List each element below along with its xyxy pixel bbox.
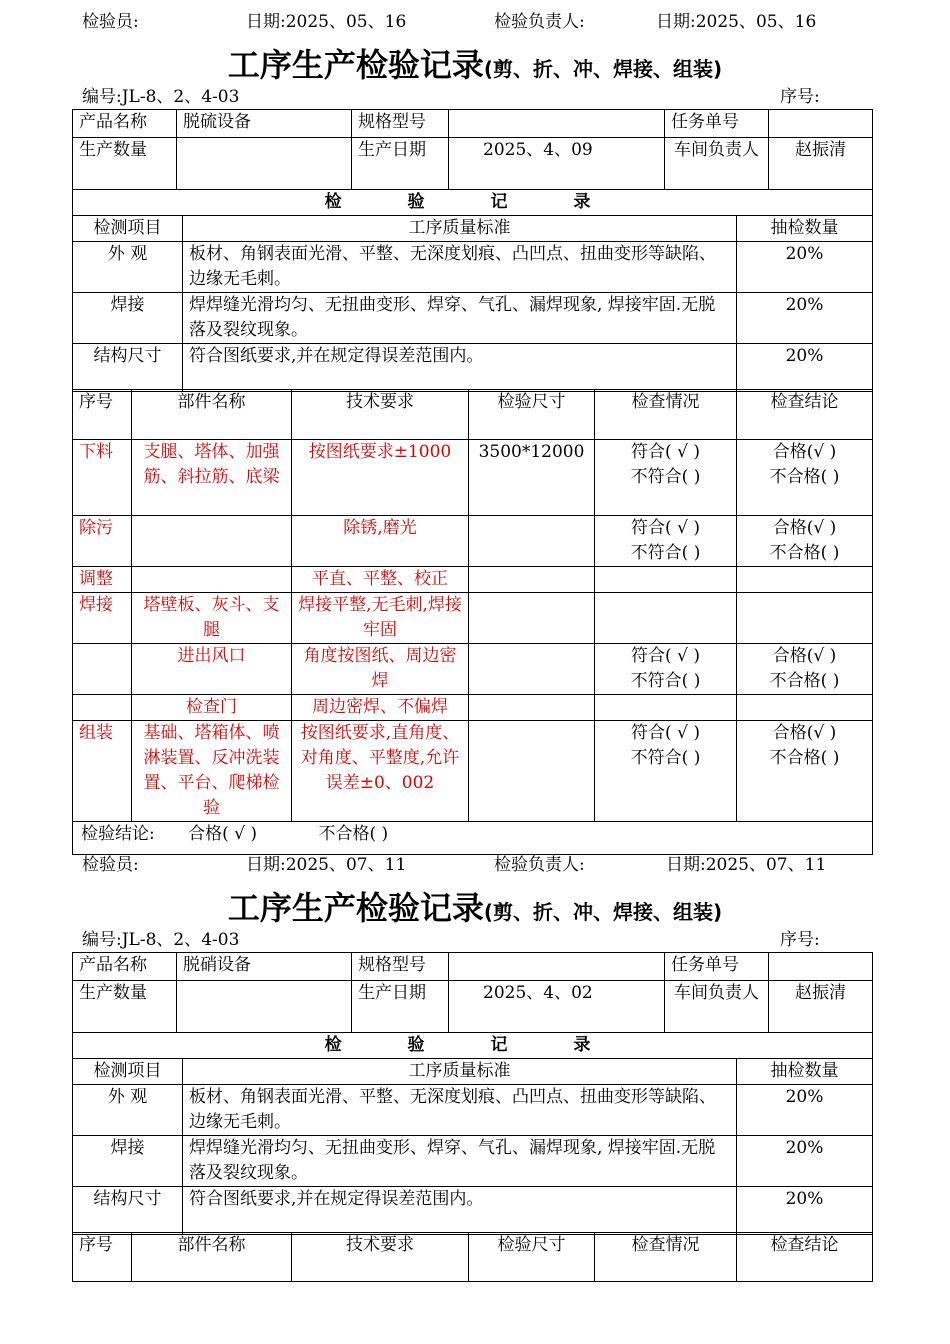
- check-fail: 不符合( ): [630, 748, 701, 768]
- sheet-2-title: [0, 883, 950, 929]
- detail-header-conclusion: 检查结论: [737, 1233, 873, 1282]
- row-seq: 焊接: [73, 593, 132, 644]
- supervisor-label: 检验负责人:: [494, 12, 585, 32]
- conclusion-fail: 不合格( ): [769, 671, 840, 691]
- row-check: [595, 695, 737, 721]
- std-header-item: 检测项目: [73, 1059, 183, 1085]
- row-req: 除锈,磨光: [292, 516, 469, 567]
- conclusion-pass: 合格(√ ): [772, 442, 837, 462]
- task-label: 任务单号: [665, 110, 769, 138]
- detail-header-part: 部件名称: [132, 1233, 292, 1282]
- std-item: 结构尺寸: [73, 1187, 183, 1235]
- row-check: [595, 644, 737, 695]
- row-part: [132, 567, 292, 593]
- std-standard: 板材、角钢表面光滑、平整、无深度划痕、凸凹点、扭曲变形等缺陷、边缘无毛刺。: [183, 1085, 737, 1136]
- row-part: 检查门: [132, 695, 292, 721]
- table-row: [73, 721, 873, 822]
- std-qty: 20%: [737, 1136, 873, 1187]
- std-item: 外 观: [73, 242, 183, 293]
- row-conclusion: [737, 440, 873, 516]
- qty-value: [177, 981, 352, 1033]
- inspection-date: 日期:2025、07、11: [246, 855, 407, 875]
- prod-date-label: 生产日期: [352, 981, 449, 1033]
- row-part: 基础、塔箱体、喷淋装置、反冲洗装置、平台、爬梯检验: [132, 721, 292, 822]
- row-req: 焊接平整,无毛刺,焊接牢固: [292, 593, 469, 644]
- workshop-head: 赵振清: [769, 138, 873, 190]
- row-size: [469, 593, 595, 644]
- inspector-label: 检验员:: [82, 12, 139, 32]
- spec-label: 规格型号: [352, 953, 449, 981]
- record-heading: 检 验 记 录: [73, 190, 873, 216]
- row-conclusion: [737, 593, 873, 644]
- prod-date: 2025、4、09: [449, 138, 665, 190]
- doc-code: 编号:JL-8、2、4-03: [82, 87, 240, 107]
- row-conclusion: [737, 721, 873, 822]
- check-pass: 符合( √ ): [631, 723, 700, 743]
- detail-header-req: 技术要求: [292, 390, 469, 440]
- detail-table: [72, 389, 873, 855]
- workshop-head: 赵振清: [769, 981, 873, 1033]
- table-row: [73, 440, 873, 516]
- std-standard: 符合图纸要求,并在规定得误差范围内。: [183, 1187, 737, 1235]
- qty-label: 生产数量: [73, 138, 177, 190]
- workshop-label: 车间负责人: [665, 981, 769, 1033]
- detail-header-seq: 序号: [73, 390, 132, 440]
- row-check: [595, 440, 737, 516]
- table-row: [73, 593, 873, 644]
- detail-header-req: 技术要求: [292, 1233, 469, 1282]
- task-value: [769, 953, 873, 981]
- detail-header-check: 检查情况: [595, 1233, 737, 1282]
- std-header-item: 检测项目: [73, 216, 183, 242]
- row-req: 角度按图纸、周边密焊: [292, 644, 469, 695]
- row-size: [469, 516, 595, 567]
- detail-table: [72, 1232, 873, 1282]
- row-seq: [73, 644, 132, 695]
- inspector-label: 检验员:: [82, 855, 139, 875]
- check-pass: 符合( √ ): [631, 442, 700, 462]
- conclusion-fail: 不合格( ): [769, 748, 840, 768]
- detail-header-size: 检验尺寸: [469, 1233, 595, 1282]
- detail-header-conclusion: 检查结论: [737, 390, 873, 440]
- row-size: [469, 695, 595, 721]
- row-size: [469, 721, 595, 822]
- supervisor-label: 检验负责人:: [494, 855, 585, 875]
- spec-value: [449, 110, 665, 138]
- std-qty: 20%: [737, 1085, 873, 1136]
- title-sub: (剪、折、冲、焊接、组装): [483, 900, 723, 924]
- std-header-qty: 抽检数量: [737, 216, 873, 242]
- std-standard: 板材、角钢表面光滑、平整、无深度划痕、凸凹点、扭曲变形等缺陷、边缘无毛刺。: [183, 242, 737, 293]
- check-fail: 不符合( ): [630, 671, 701, 691]
- check-pass: 符合( √ ): [631, 518, 700, 538]
- row-req: 平直、平整、校正: [292, 567, 469, 593]
- row-seq: 调整: [73, 567, 132, 593]
- std-item: 结构尺寸: [73, 344, 183, 392]
- doc-code: 编号:JL-8、2、4-03: [82, 930, 240, 950]
- qty-label: 生产数量: [73, 981, 177, 1033]
- row-part: 进出风口: [132, 644, 292, 695]
- conclusion-pass: 合格(√ ): [772, 723, 837, 743]
- row-conclusion: [737, 567, 873, 593]
- row-conclusion: [737, 516, 873, 567]
- conclusion-fail: 不合格( ): [318, 824, 389, 844]
- supervisor-date: 日期:2025、05、16: [656, 12, 817, 32]
- prod-date-label: 生产日期: [352, 138, 449, 190]
- workshop-label: 车间负责人: [665, 138, 769, 190]
- title-sub: (剪、折、冲、焊接、组装): [483, 57, 723, 81]
- check-fail: 不符合( ): [630, 467, 701, 487]
- sheet-1-title: [0, 40, 950, 86]
- title-main: 工序生产检验记录: [227, 889, 484, 927]
- std-standard: 焊焊缝光滑均匀、无扭曲变形、焊穿、气孔、漏焊现象, 焊接牢固.无脱落及裂纹现象。: [183, 1136, 737, 1187]
- inspection-date: 日期:2025、05、16: [246, 12, 407, 32]
- std-item: 外 观: [73, 1085, 183, 1136]
- std-header-standard: 工序质量标准: [183, 216, 737, 242]
- prod-date: 2025、4、02: [449, 981, 665, 1033]
- row-seq: [73, 695, 132, 721]
- info-table: [72, 952, 873, 1033]
- detail-header-size: 检验尺寸: [469, 390, 595, 440]
- std-item: 焊接: [73, 293, 183, 344]
- product-name: 脱硫设备: [177, 110, 352, 138]
- spec-label: 规格型号: [352, 110, 449, 138]
- row-conclusion: [737, 695, 873, 721]
- std-header-qty: 抽检数量: [737, 1059, 873, 1085]
- table-row: [73, 644, 873, 695]
- row-check: [595, 593, 737, 644]
- row-part: 支腿、塔体、加强筋、斜拉筋、底梁: [132, 440, 292, 516]
- record-heading: 检 验 记 录: [73, 1033, 873, 1059]
- row-req: 按图纸要求±1000: [292, 440, 469, 516]
- row-req: 按图纸要求,直角度、对角度、平整度,允许误差±0、002: [292, 721, 469, 822]
- conclusion-row: [73, 822, 873, 855]
- table-row: [73, 567, 873, 593]
- conclusion-fail: 不合格( ): [769, 543, 840, 563]
- overall-conclusion: [73, 822, 873, 855]
- row-req: 周边密焊、不偏焊: [292, 695, 469, 721]
- table-row: [73, 516, 873, 567]
- row-seq: 组装: [73, 721, 132, 822]
- table-row: [73, 695, 873, 721]
- std-qty: 20%: [737, 293, 873, 344]
- std-qty: 20%: [737, 344, 873, 392]
- check-fail: 不符合( ): [630, 543, 701, 563]
- std-standard: 焊焊缝光滑均匀、无扭曲变形、焊穿、气孔、漏焊现象, 焊接牢固.无脱落及裂纹现象。: [183, 293, 737, 344]
- task-value: [769, 110, 873, 138]
- std-qty: 20%: [737, 242, 873, 293]
- seq-label: 序号:: [780, 87, 820, 107]
- row-size: 3500*12000: [469, 440, 595, 516]
- row-seq: 下料: [73, 440, 132, 516]
- info-table: [72, 109, 873, 190]
- std-header-standard: 工序质量标准: [183, 1059, 737, 1085]
- row-seq: 除污: [73, 516, 132, 567]
- conclusion-pass: 合格(√ ): [772, 518, 837, 538]
- task-label: 任务单号: [665, 953, 769, 981]
- row-check: [595, 721, 737, 822]
- title-main: 工序生产检验记录: [227, 46, 484, 84]
- row-size: [469, 644, 595, 695]
- row-size: [469, 567, 595, 593]
- conclusion-fail: 不合格( ): [769, 467, 840, 487]
- row-check: [595, 516, 737, 567]
- product-name: 脱硝设备: [177, 953, 352, 981]
- std-item: 焊接: [73, 1136, 183, 1187]
- std-standard: 符合图纸要求,并在规定得误差范围内。: [183, 344, 737, 392]
- check-pass: 符合( √ ): [631, 646, 700, 666]
- detail-header-seq: 序号: [73, 1233, 132, 1282]
- conclusion-label: 检验结论:: [81, 824, 155, 844]
- product-name-label: 产品名称: [73, 953, 177, 981]
- row-check: [595, 567, 737, 593]
- detail-header-check: 检查情况: [595, 390, 737, 440]
- conclusion-pass: 合格(√ ): [772, 646, 837, 666]
- standards-table: [72, 1032, 873, 1235]
- product-name-label: 产品名称: [73, 110, 177, 138]
- spec-value: [449, 953, 665, 981]
- row-conclusion: [737, 644, 873, 695]
- supervisor-date: 日期:2025、07、11: [666, 855, 827, 875]
- detail-header-part: 部件名称: [132, 390, 292, 440]
- conclusion-pass: 合格( √ ): [188, 824, 258, 844]
- std-qty: 20%: [737, 1187, 873, 1235]
- row-part: 塔壁板、灰斗、支腿: [132, 593, 292, 644]
- standards-table: [72, 189, 873, 392]
- seq-label: 序号:: [780, 930, 820, 950]
- qty-value: [177, 138, 352, 190]
- row-part: [132, 516, 292, 567]
